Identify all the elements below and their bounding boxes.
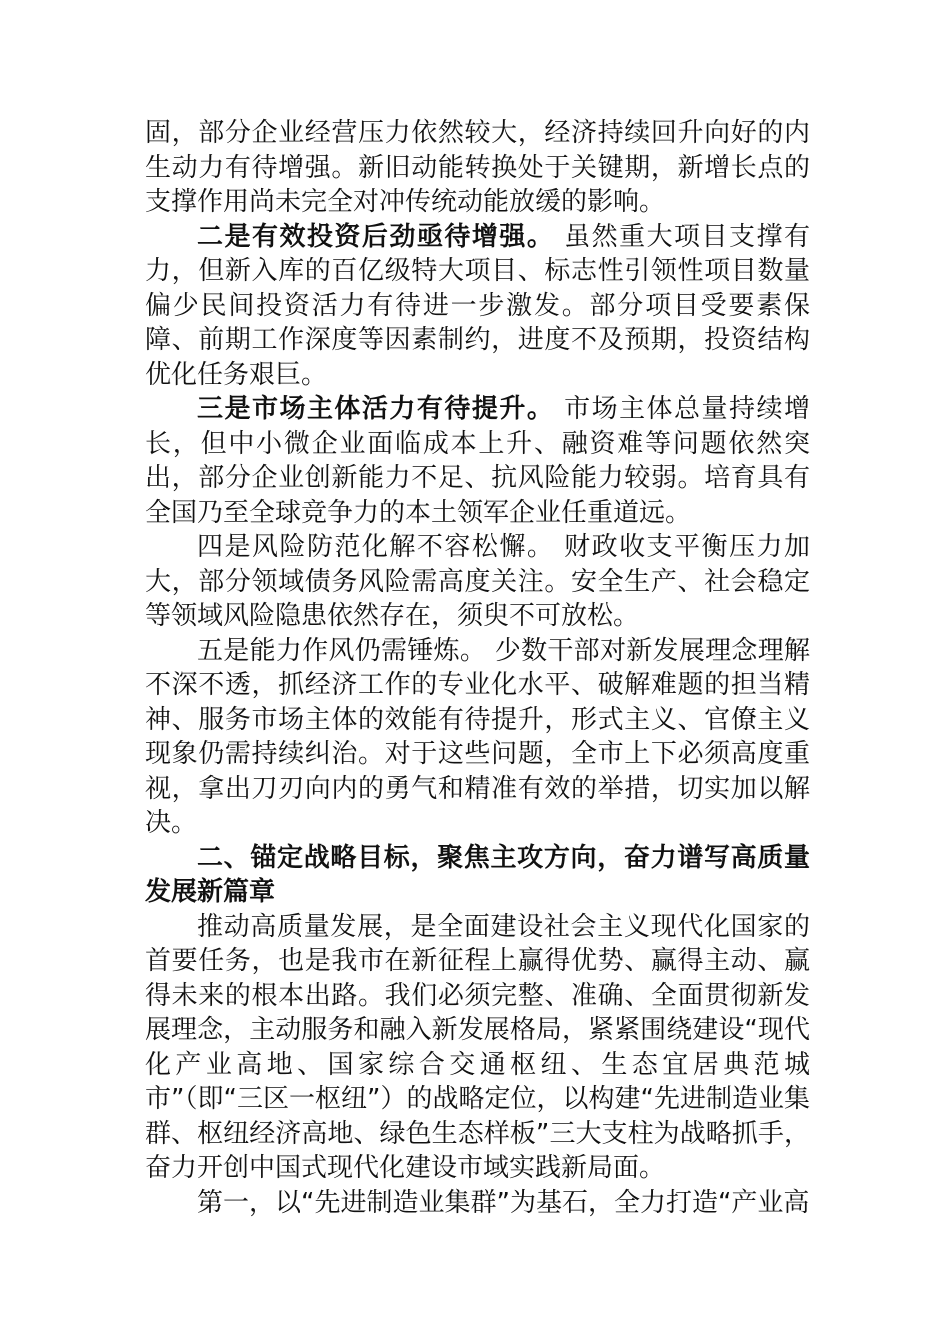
paragraph-market-entities bbox=[145, 392, 810, 530]
paragraph-capability bbox=[145, 634, 810, 841]
section-heading-text: 二、锚定战略目标，聚焦主攻方向，奋力谱写高质量发展新篇章 bbox=[145, 842, 810, 907]
paragraph-heading: 二是有效投资后劲亟待增强。 bbox=[197, 221, 555, 252]
paragraph-continuation bbox=[145, 116, 810, 220]
paragraph-risk bbox=[145, 530, 810, 634]
section-heading bbox=[145, 841, 810, 910]
document-page bbox=[145, 116, 810, 1220]
paragraph-text: 四是风险防范化解不容松懈。 财政收支平衡压力加大，部分领域债务风险需高度关注。安全生产、社会稳定等领域风险隐患依然存在，须臾不可放松。 bbox=[145, 532, 810, 631]
paragraph-text: 固，部分企业经营压力依然较大，经济持续回升向好的内生动力有待增强。新旧动能转换处于关键期，新增长点的支撑作用尚未完全对冲传统动能放缓的影响。 bbox=[145, 118, 810, 217]
paragraph-text: 推动高质量发展，是全面建设社会主义现代化国家的首要任务，也是我市在新征程上赢得优势、赢得主动、赢得未来的根本出路。我们必须完整、准确、全面贯彻新发展理念，主动服务和融入新发展格局，紧紧围绕建设“现代化产业高地、国家综合交通枢纽、生态宜居典范城市”（即“三区一枢纽”）的战略定位，以构建“先进制造业集群、枢纽经济高地、绿色生态样板”三大支柱为战略抓手，奋力开创中国式现代化建设市域实践新局面。 bbox=[145, 911, 810, 1183]
paragraph-text: 虽然重大项目支撑有力，但新入库的百亿级特大项目、标志性引领性项目数量偏少民间投资活力有待进一步激发。部分项目受要素保障、前期工作深度等因素制约，进度不及预期，投资结构优化任务艰巨。 bbox=[145, 221, 810, 390]
paragraph-investment bbox=[145, 220, 810, 393]
paragraph-text: 市场主体总量持续增长，但中小微企业面临成本上升、融资难等问题依然突出，部分企业创新能力不足、抗风险能力较弱。培育具有全国乃至全球竞争力的本土领军企业任重道远。 bbox=[145, 394, 810, 528]
paragraph-high-quality bbox=[145, 910, 810, 1186]
paragraph-text: 第一，以“先进制造业集群”为基石，全力打造“产业高 bbox=[197, 1187, 810, 1218]
paragraph-heading: 三是市场主体活力有待提升。 bbox=[197, 394, 555, 424]
paragraph-text: 五是能力作风仍需锤炼。 少数干部对新发展理念理解不深不透，抓经济工作的专业化水平、破解难题的担当精神、服务市场主体的效能有待提升，形式主义、官僚主义现象仍需持续纠治。对于这些问题，全市上下必须高度重视，拿出刀刃向内的勇气和精准有效的举措，切实加以解决。 bbox=[145, 635, 810, 838]
paragraph-first bbox=[145, 1186, 810, 1221]
